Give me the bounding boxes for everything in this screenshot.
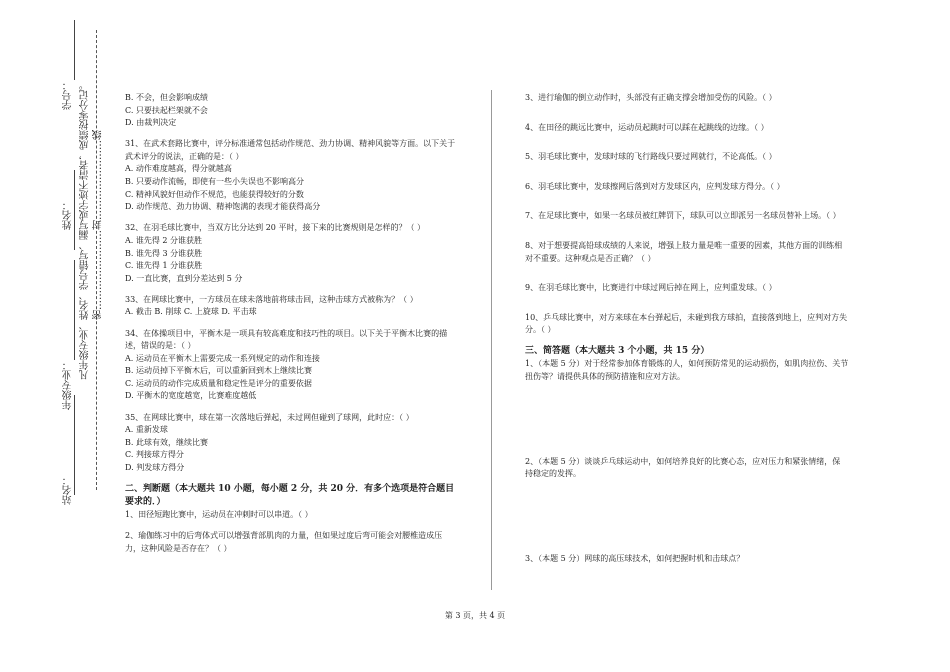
option-line: D. 平衡木的宽度越宽，比赛难度越低	[125, 391, 257, 401]
section-2-title: 二、判断题（本大题共 10 小题，每小题 2 分，共 20 分．有多个选项是符合题目	[125, 484, 455, 495]
option-line: B. 谁先得 3 分谁获胜	[125, 248, 203, 258]
judgment-7: 7、在足球比赛中，如果一名球员被红牌罚下，球队可以立即派另一名球员替补上场。（ ）	[525, 211, 841, 221]
option-line: A. 截击 B. 削球 C. 上旋球 D. 平击球	[125, 307, 257, 317]
option-line: B. 运动员掉下平衡木后，可以重新回到木上继续比赛	[125, 366, 312, 376]
option-line: A. 运动员在平衡木上需要完成一系列规定的动作和连接	[125, 353, 320, 363]
short-answer-1: 扭伤等？请提供具体的预防措施和应对方法。	[525, 372, 685, 382]
question-33-stem: 33、在网球比赛中，一方球员在球未落地前将球击回，这种击球方式被称为？（ ）	[125, 294, 418, 304]
option-line: B. 只要动作流畅，即使有一些小失误也不影响高分	[125, 177, 304, 187]
option-line: C. 只要扶起栏架就不会	[125, 105, 208, 115]
option-line: A. 重新发球	[125, 425, 168, 435]
section-2-title: 要求的．）	[125, 497, 166, 508]
option-line: C. 谁先得 1 分谁获胜	[125, 261, 203, 271]
judgment-3: 3、进行瑜伽的倒立动作时，头部没有正确支撑会增加受伤的风险。（ ）	[525, 93, 777, 102]
student-id-underline	[74, 20, 75, 80]
column-divider	[491, 90, 492, 590]
left-column	[125, 92, 455, 555]
grade-major-underline	[74, 260, 75, 360]
judgment-8: 8、对于想要提高铅球成绩的人来说，增强上肢力量是唯一重要的因素，其他方面的训练相	[525, 240, 843, 250]
option-line: D. 一直比赛，直到分差达到 5 分	[125, 273, 243, 283]
judgment-10: 10、乒乓球比赛中，对方来球在本台弹起后，未碰到我方球拍，直接落到地上，应判对方失	[525, 312, 848, 322]
judgment-8: 对不重要。这种观点是否正确？（ ）	[525, 253, 656, 263]
short-answer-1: 1、（本题 5 分）对于经常参加体育锻炼的人，如何预防常见的运动损伤，如肌肉拉伤、关节	[525, 359, 849, 369]
grade-major-label: 年级专业：	[63, 360, 74, 410]
judgment-1: 1、田径短跑比赛中，运动员在冲刺时可以串道。（ ）	[125, 510, 313, 520]
short-answer-2: 持稳定的发挥。	[525, 469, 581, 479]
student-id-label: 学号：	[63, 80, 74, 110]
binding-margin	[0, 0, 110, 672]
option-line: A. 动作难度越高，得分就越高	[125, 164, 232, 174]
right-column	[525, 92, 848, 565]
option-line: D. 判发球方得分	[125, 462, 185, 472]
judgment-4: 4、在田径的跳远比赛中，运动员起跳时可以踩在起跳线的边缘。（ ）	[525, 122, 769, 132]
option-line: B. 不会，但会影响成绩	[125, 93, 208, 102]
name-label: 姓名：	[63, 200, 74, 230]
option-line: D. 由裁判决定	[125, 118, 177, 128]
question-35-stem: 35、在网球比赛中，球在第一次落地后弹起，未过网但碰到了球网，此时应：（ ）	[125, 412, 414, 422]
short-answer-2: 2、（本题 5 分）谈谈乒乓球运动中，如何培养良好的比赛心态，应对压力和紧张情绪，保	[525, 456, 841, 466]
option-line: C. 运动员的动作完成质量和稳定性是评分的重要依据	[125, 378, 312, 388]
question-31-stem: 31、在武术套路比赛中，评分标准通常包括动作规范、劲力协调、精神风貌等方面。以下关于	[125, 139, 456, 149]
question-31-stem: 武术评分的说法，正确的是：（ ）	[125, 151, 244, 161]
judgment-2: 2、瑜伽练习中的后弯体式可以增强背部肌肉的力量，但如果过度后弯可能会对腰椎造成压	[125, 531, 443, 541]
judgment-9: 9、在羽毛球比赛中，比赛进行中球过网后掉在网上，应判重发球。（ ）	[525, 283, 777, 293]
question-34-stem: 述，错误的是：（ ）	[125, 341, 196, 351]
option-line: B. 此球有效，继续比赛	[125, 437, 208, 447]
option-line: C. 精神风貌好但动作不规范，也能获得较好的分数	[125, 189, 304, 199]
option-line: A. 谁先得 2 分谁获胜	[125, 235, 203, 245]
binding-instruction: 凡年级专业、姓名、学号错写、漏写或字迹不清者，成绩按零分记。	[80, 80, 91, 380]
seal-line-text: 密……………………封……………………线	[93, 130, 104, 320]
judgment-5: 5、羽毛球比赛中，发球时球的飞行路线只要过网就行，不论高低。（ ）	[525, 152, 777, 162]
question-32-stem: 32、在羽毛球比赛中，当双方比分达到 20 平时，接下来的比赛规则是怎样的？（ ）	[125, 223, 425, 233]
school-label: 站名：	[63, 475, 74, 505]
section-3-title: 三、简答题（本大题共 3 个小题，共 15 分）	[525, 346, 710, 357]
judgment-10: 分。（ ）	[525, 325, 556, 335]
short-answer-3: 3、（本题 5 分）网球的高压球技术，如何把握时机和击球点？	[525, 553, 745, 563]
page-footer: 第 3 页，共 4 页	[444, 611, 506, 620]
judgment-6: 6、羽毛球比赛中，发球擦网后落到对方发球区内，应判发球方得分。（ ）	[525, 181, 785, 191]
question-34-stem: 34、在体操项目中，平衡木是一项具有较高难度和技巧性的项目。以下关于平衡木比赛的描	[125, 328, 448, 338]
judgment-2: 力，这种风险是否存在？（ ）	[125, 543, 232, 553]
option-line: C. 判接球方得分	[125, 450, 184, 460]
option-line: D. 动作规范、劲力协调、精神饱满的表现才能获得高分	[125, 202, 321, 212]
